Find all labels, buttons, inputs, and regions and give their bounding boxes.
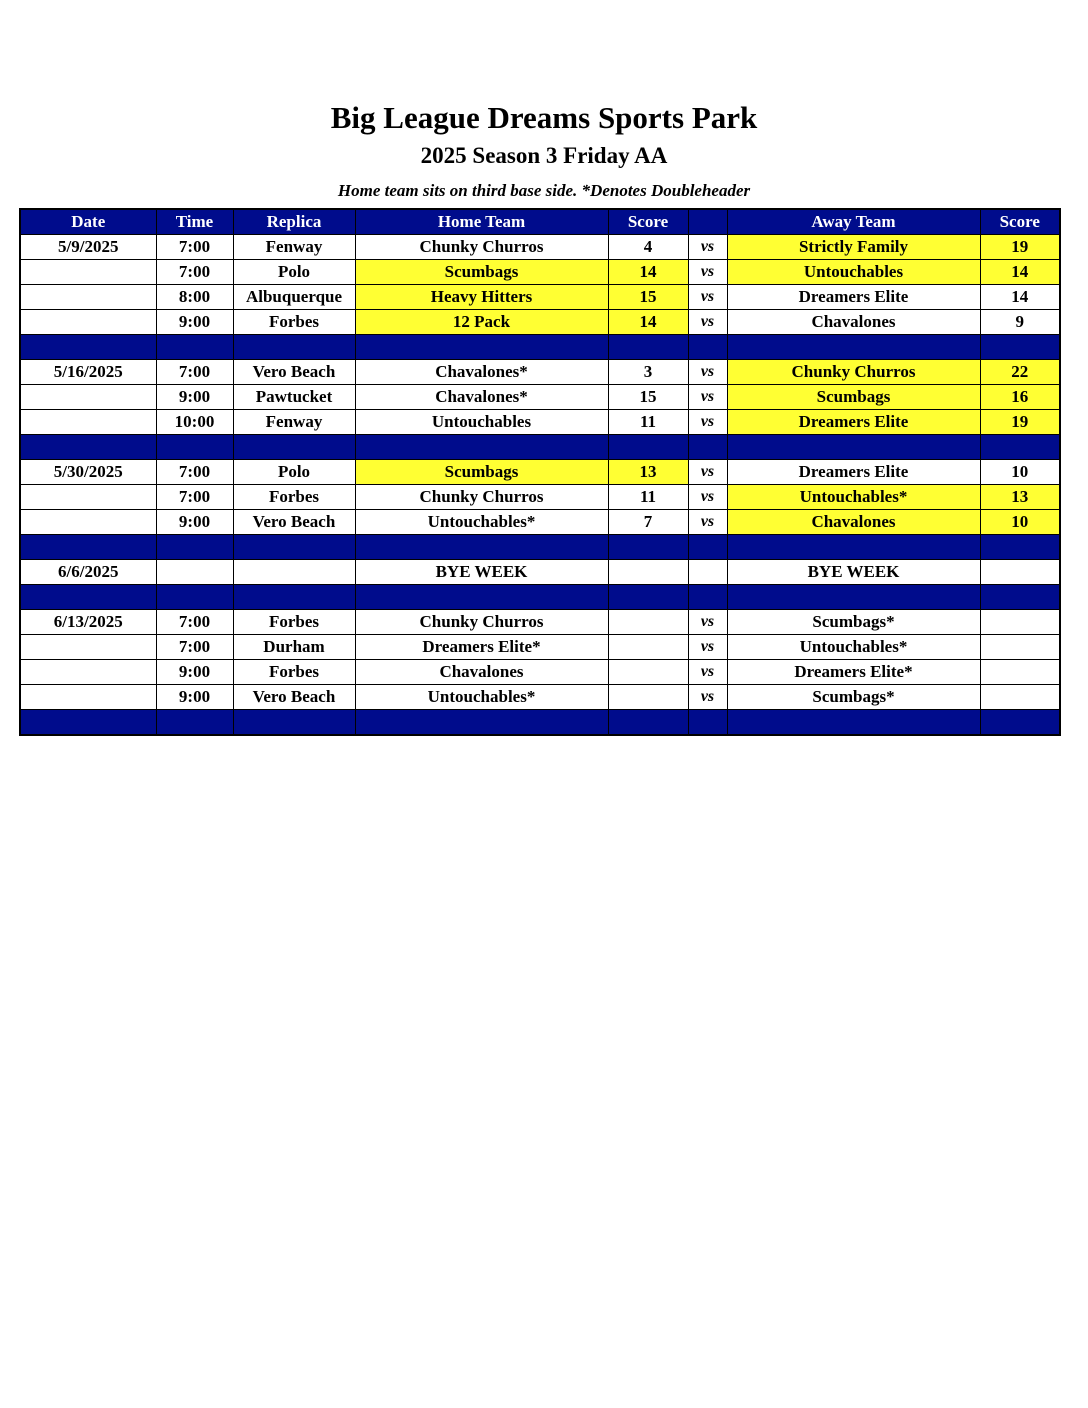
cell-time: 9:00 bbox=[156, 660, 233, 685]
header-time: Time bbox=[156, 209, 233, 235]
cell-date bbox=[20, 485, 156, 510]
cell-replica: Pawtucket bbox=[233, 385, 355, 410]
cell-home-team: Dreamers Elite* bbox=[355, 635, 608, 660]
cell-away-team: Chavalones bbox=[727, 310, 980, 335]
cell-replica: Forbes bbox=[233, 610, 355, 635]
separator-cell bbox=[156, 335, 233, 360]
cell-home-team: Chavalones* bbox=[355, 385, 608, 410]
cell-replica bbox=[233, 560, 355, 585]
cell-away-team: Chunky Churros bbox=[727, 360, 980, 385]
cell-away-score bbox=[980, 685, 1060, 710]
cell-date bbox=[20, 285, 156, 310]
game-row bbox=[20, 660, 1060, 685]
game-row bbox=[20, 485, 1060, 510]
separator-cell bbox=[727, 435, 980, 460]
cell-away-team: Dreamers Elite* bbox=[727, 660, 980, 685]
cell-time: 7:00 bbox=[156, 635, 233, 660]
cell-replica: Fenway bbox=[233, 235, 355, 260]
game-row bbox=[20, 360, 1060, 385]
separator-cell bbox=[233, 335, 355, 360]
separator-row bbox=[20, 435, 1060, 460]
cell-date bbox=[20, 635, 156, 660]
cell-home-score bbox=[608, 635, 688, 660]
cell-vs bbox=[688, 560, 727, 585]
header-date: Date bbox=[20, 209, 156, 235]
cell-home-score: 3 bbox=[608, 360, 688, 385]
cell-replica: Vero Beach bbox=[233, 510, 355, 535]
cell-home-team: Chavalones bbox=[355, 660, 608, 685]
cell-replica: Fenway bbox=[233, 410, 355, 435]
cell-home-team: Scumbags bbox=[355, 260, 608, 285]
cell-away-score bbox=[980, 635, 1060, 660]
separator-cell bbox=[727, 585, 980, 610]
cell-time: 7:00 bbox=[156, 235, 233, 260]
separator-cell bbox=[355, 535, 608, 560]
header-vs bbox=[688, 209, 727, 235]
cell-away-team: Strictly Family bbox=[727, 235, 980, 260]
cell-vs: vs bbox=[688, 610, 727, 635]
cell-home-score bbox=[608, 610, 688, 635]
cell-replica: Forbes bbox=[233, 310, 355, 335]
cell-vs: vs bbox=[688, 310, 727, 335]
separator-cell bbox=[688, 585, 727, 610]
game-row bbox=[20, 685, 1060, 710]
separator-cell bbox=[608, 335, 688, 360]
separator-cell bbox=[20, 585, 156, 610]
separator-cell bbox=[233, 585, 355, 610]
header-away-team: Away Team bbox=[727, 209, 980, 235]
header-row bbox=[20, 209, 1060, 235]
cell-date: 5/9/2025 bbox=[20, 235, 156, 260]
schedule-body bbox=[20, 235, 1060, 736]
cell-away-team: Untouchables* bbox=[727, 485, 980, 510]
cell-date: 5/30/2025 bbox=[20, 460, 156, 485]
separator-cell bbox=[355, 335, 608, 360]
separator-cell bbox=[156, 585, 233, 610]
page-title: Big League Dreams Sports Park bbox=[330, 100, 758, 135]
cell-home-team: Untouchables* bbox=[355, 510, 608, 535]
separator-row bbox=[20, 535, 1060, 560]
cell-away-score: 16 bbox=[980, 385, 1060, 410]
cell-home-team: Chunky Churros bbox=[355, 485, 608, 510]
separator-row bbox=[20, 585, 1060, 610]
separator-cell bbox=[980, 585, 1060, 610]
cell-away-score: 10 bbox=[980, 460, 1060, 485]
cell-home-team: Chavalones* bbox=[355, 360, 608, 385]
game-row bbox=[20, 560, 1060, 585]
game-row bbox=[20, 635, 1060, 660]
cell-date bbox=[20, 510, 156, 535]
cell-away-score: 19 bbox=[980, 235, 1060, 260]
separator-cell bbox=[608, 585, 688, 610]
cell-home-team: Scumbags bbox=[355, 460, 608, 485]
cell-vs: vs bbox=[688, 510, 727, 535]
separator-cell bbox=[20, 535, 156, 560]
separator-cell bbox=[688, 535, 727, 560]
cell-date bbox=[20, 685, 156, 710]
game-row bbox=[20, 385, 1060, 410]
cell-away-score: 13 bbox=[980, 485, 1060, 510]
separator-row bbox=[20, 335, 1060, 360]
cell-date: 5/16/2025 bbox=[20, 360, 156, 385]
cell-vs: vs bbox=[688, 485, 727, 510]
separator-cell bbox=[980, 435, 1060, 460]
cell-away-score bbox=[980, 560, 1060, 585]
cell-vs: vs bbox=[688, 360, 727, 385]
cell-date bbox=[20, 310, 156, 335]
cell-home-score: 14 bbox=[608, 310, 688, 335]
game-row bbox=[20, 460, 1060, 485]
cell-away-score: 14 bbox=[980, 285, 1060, 310]
cell-away-score bbox=[980, 660, 1060, 685]
cell-replica: Vero Beach bbox=[233, 360, 355, 385]
cell-home-score: 7 bbox=[608, 510, 688, 535]
schedule-table bbox=[19, 208, 1061, 736]
cell-away-team: BYE WEEK bbox=[727, 560, 980, 585]
cell-time: 7:00 bbox=[156, 260, 233, 285]
separator-cell bbox=[727, 335, 980, 360]
cell-time: 10:00 bbox=[156, 410, 233, 435]
cell-vs: vs bbox=[688, 410, 727, 435]
separator-cell bbox=[20, 435, 156, 460]
cell-date: 6/6/2025 bbox=[20, 560, 156, 585]
cell-away-team: Untouchables* bbox=[727, 635, 980, 660]
cell-replica: Vero Beach bbox=[233, 685, 355, 710]
cell-away-team: Dreamers Elite bbox=[727, 460, 980, 485]
separator-cell bbox=[688, 710, 727, 736]
doubleheader-note: Home team sits on third base side. *Denotes Doubleheader bbox=[337, 181, 751, 200]
cell-home-score bbox=[608, 560, 688, 585]
cell-date bbox=[20, 260, 156, 285]
cell-home-score: 11 bbox=[608, 485, 688, 510]
cell-home-score: 13 bbox=[608, 460, 688, 485]
cell-time: 9:00 bbox=[156, 310, 233, 335]
separator-cell bbox=[608, 710, 688, 736]
separator-cell bbox=[20, 335, 156, 360]
cell-away-team: Chavalones bbox=[727, 510, 980, 535]
cell-date: 6/13/2025 bbox=[20, 610, 156, 635]
separator-cell bbox=[233, 535, 355, 560]
cell-vs: vs bbox=[688, 235, 727, 260]
cell-away-team: Untouchables bbox=[727, 260, 980, 285]
cell-vs: vs bbox=[688, 285, 727, 310]
separator-cell bbox=[608, 535, 688, 560]
separator-cell bbox=[980, 335, 1060, 360]
separator-cell bbox=[233, 435, 355, 460]
cell-away-team: Dreamers Elite bbox=[727, 285, 980, 310]
cell-away-team: Dreamers Elite bbox=[727, 410, 980, 435]
cell-replica: Forbes bbox=[233, 485, 355, 510]
cell-time: 7:00 bbox=[156, 610, 233, 635]
separator-cell bbox=[355, 435, 608, 460]
game-row bbox=[20, 285, 1060, 310]
game-row bbox=[20, 260, 1060, 285]
cell-home-score: 14 bbox=[608, 260, 688, 285]
cell-time: 8:00 bbox=[156, 285, 233, 310]
separator-cell bbox=[156, 710, 233, 736]
cell-home-team: BYE WEEK bbox=[355, 560, 608, 585]
separator-cell bbox=[233, 710, 355, 736]
separator-cell bbox=[355, 585, 608, 610]
cell-vs: vs bbox=[688, 660, 727, 685]
cell-home-team: Chunky Churros bbox=[355, 235, 608, 260]
game-row bbox=[20, 610, 1060, 635]
cell-replica: Polo bbox=[233, 460, 355, 485]
separator-cell bbox=[980, 535, 1060, 560]
separator-cell bbox=[727, 535, 980, 560]
cell-time: 7:00 bbox=[156, 460, 233, 485]
separator-cell bbox=[688, 335, 727, 360]
cell-replica: Polo bbox=[233, 260, 355, 285]
cell-home-score bbox=[608, 685, 688, 710]
cell-away-score: 10 bbox=[980, 510, 1060, 535]
cell-time: 9:00 bbox=[156, 510, 233, 535]
header-replica: Replica bbox=[233, 209, 355, 235]
cell-home-score: 15 bbox=[608, 285, 688, 310]
cell-home-score: 15 bbox=[608, 385, 688, 410]
game-row bbox=[20, 235, 1060, 260]
separator-row bbox=[20, 710, 1060, 736]
cell-home-team: 12 Pack bbox=[355, 310, 608, 335]
separator-cell bbox=[355, 710, 608, 736]
cell-date bbox=[20, 410, 156, 435]
cell-vs: vs bbox=[688, 260, 727, 285]
separator-cell bbox=[20, 710, 156, 736]
cell-vs: vs bbox=[688, 385, 727, 410]
cell-away-team: Scumbags bbox=[727, 385, 980, 410]
cell-time: 9:00 bbox=[156, 685, 233, 710]
game-row bbox=[20, 310, 1060, 335]
cell-vs: vs bbox=[688, 635, 727, 660]
cell-replica: Albuquerque bbox=[233, 285, 355, 310]
separator-cell bbox=[156, 435, 233, 460]
cell-home-team: Untouchables* bbox=[355, 685, 608, 710]
cell-time: 7:00 bbox=[156, 485, 233, 510]
cell-away-score: 19 bbox=[980, 410, 1060, 435]
header-home-score: Score bbox=[608, 209, 688, 235]
cell-vs: vs bbox=[688, 460, 727, 485]
game-row bbox=[20, 410, 1060, 435]
separator-cell bbox=[608, 435, 688, 460]
cell-home-score bbox=[608, 660, 688, 685]
cell-home-team: Untouchables bbox=[355, 410, 608, 435]
separator-cell bbox=[980, 710, 1060, 736]
cell-replica: Durham bbox=[233, 635, 355, 660]
cell-away-score: 9 bbox=[980, 310, 1060, 335]
cell-vs: vs bbox=[688, 685, 727, 710]
cell-away-team: Scumbags* bbox=[727, 685, 980, 710]
separator-cell bbox=[156, 535, 233, 560]
cell-time: 9:00 bbox=[156, 385, 233, 410]
cell-date bbox=[20, 385, 156, 410]
header-home-team: Home Team bbox=[355, 209, 608, 235]
header-away-score: Score bbox=[980, 209, 1060, 235]
cell-away-team: Scumbags* bbox=[727, 610, 980, 635]
cell-home-score: 4 bbox=[608, 235, 688, 260]
separator-cell bbox=[727, 710, 980, 736]
separator-cell bbox=[688, 435, 727, 460]
page-subtitle: 2025 Season 3 Friday AA bbox=[420, 143, 668, 168]
cell-time: 7:00 bbox=[156, 360, 233, 385]
cell-away-score bbox=[980, 610, 1060, 635]
cell-replica: Forbes bbox=[233, 660, 355, 685]
game-row bbox=[20, 510, 1060, 535]
cell-home-score: 11 bbox=[608, 410, 688, 435]
cell-time bbox=[156, 560, 233, 585]
cell-date bbox=[20, 660, 156, 685]
cell-away-score: 22 bbox=[980, 360, 1060, 385]
cell-home-team: Heavy Hitters bbox=[355, 285, 608, 310]
cell-away-score: 14 bbox=[980, 260, 1060, 285]
cell-home-team: Chunky Churros bbox=[355, 610, 608, 635]
